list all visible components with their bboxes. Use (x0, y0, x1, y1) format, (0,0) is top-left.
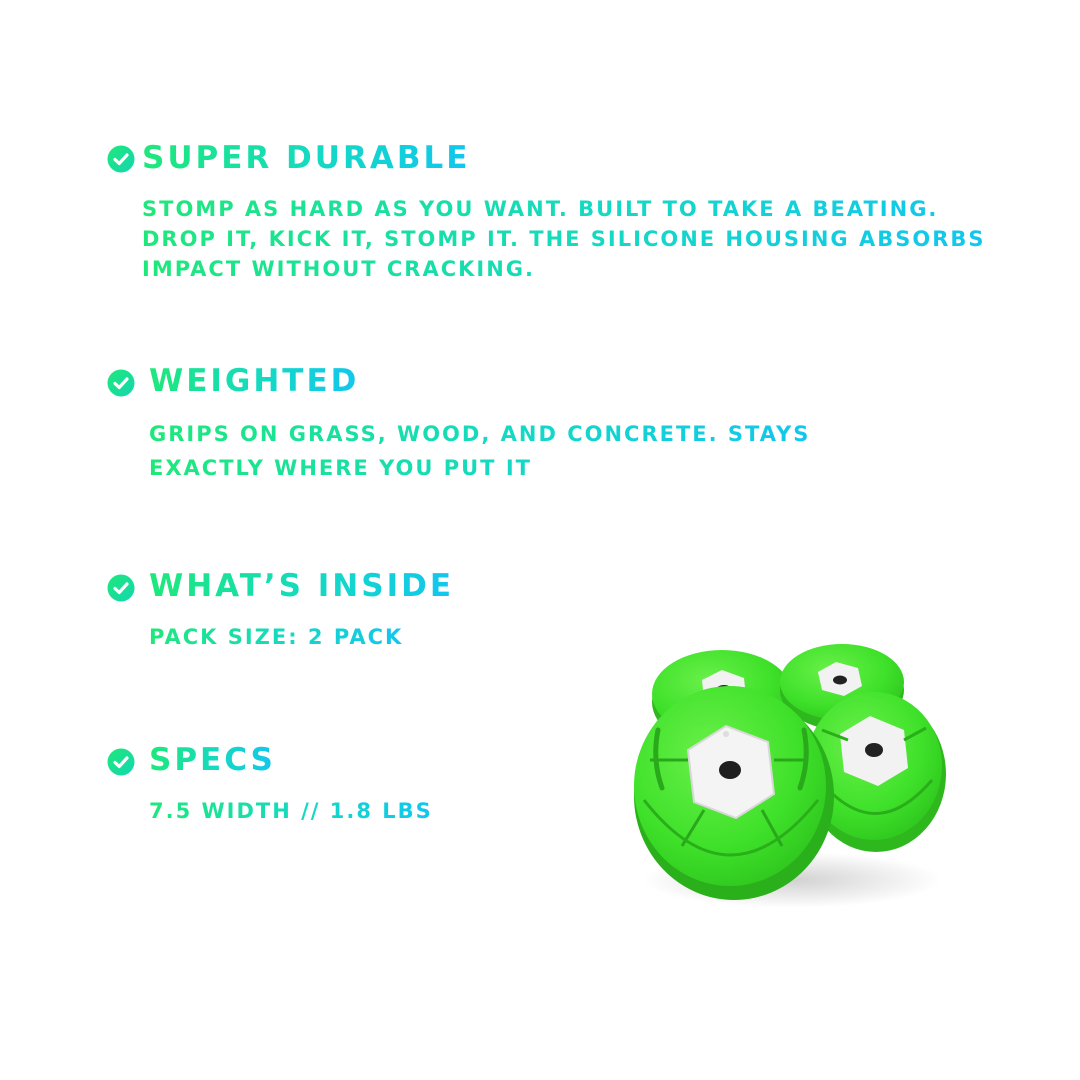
check-circle-icon (107, 369, 135, 397)
description-line: DROP IT, KICK IT, STOMP IT. THE SILICONE HOUSING ABSORBS (142, 227, 986, 251)
description-line: GRIPS ON GRASS, WOOD, AND CONCRETE. STAYS (149, 422, 811, 446)
feature-description (149, 622, 403, 652)
description-line: EXACTLY WHERE YOU PUT IT (149, 456, 532, 480)
description-line: STOMP AS HARD AS YOU WANT. BUILT TO TAKE A BEATING. (142, 197, 939, 221)
feature-title: WHAT’S INSIDE (149, 568, 455, 604)
description-line: PACK SIZE: 2 PACK (149, 625, 404, 649)
check-circle-icon (107, 574, 135, 602)
feature-title: SPECS (149, 742, 276, 778)
feature-title: SUPER DURABLE (142, 140, 471, 176)
stomp-pads-illustration (622, 610, 956, 920)
description-line: 7.5 WIDTH // 1.8 LBS (149, 799, 433, 823)
check-circle-icon (107, 145, 135, 173)
description-line: IMPACT WITHOUT CRACKING. (142, 257, 536, 281)
product-image (622, 610, 956, 920)
feature-title: WEIGHTED (149, 363, 360, 399)
feature-description (149, 796, 433, 826)
feature-description (149, 417, 810, 485)
feature-description (142, 194, 986, 284)
check-circle-icon (107, 748, 135, 776)
